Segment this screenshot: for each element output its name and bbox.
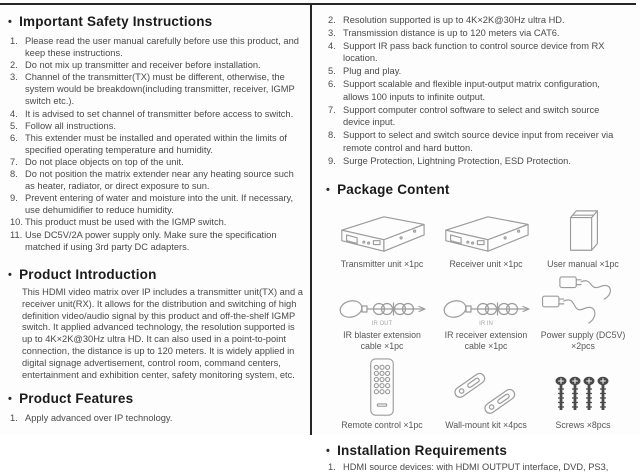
cable-end-label: IR IN [479,321,493,328]
item-text: Support scalable and flexible input-output matrix configuration, allows 100 inputs to infinite output. [343,78,600,102]
item-number: 7. [328,104,336,115]
list-item [8,156,300,168]
item-number: 11. [10,229,23,240]
list-item [326,129,622,155]
installation-list [326,461,622,473]
bullet-icon: • [326,444,331,457]
left-column [8,14,304,424]
package-item [438,202,534,270]
user-manual-icon [563,208,603,256]
item-text: This product must be used with the IGMP switch. [25,217,227,228]
package-item [438,351,534,431]
item-text: Resolution supported is up to 4K×2K@30Hz ultra HD. [343,15,565,25]
item-number: 5. [10,120,18,131]
bullet-icon: • [8,392,13,405]
item-text: Channel of the transmitter(TX) must be different, otherwise, the system would be breakdown(including transmitter, receiver, IGMP switch etc.). [25,72,295,107]
screw-glyph [556,377,567,410]
item-text: Plug and play. [343,66,402,77]
package-item-label: Power supply (DC5V) ×2pcs [540,330,626,351]
item-number: 7. [10,156,18,167]
list-item [8,192,300,216]
item-text: Apply advanced over IP technology. [25,412,173,423]
list-item [326,78,622,104]
item-text: Support to select and switch source device input from receiver via remote control and hard button. [343,130,614,153]
remote-control-icon [366,357,398,417]
item-text: Support IR pass back function to control source device from RX location. [343,40,605,64]
ir-blaster-cable-icon [334,295,430,323]
item-number: 9. [10,193,18,204]
power-supply-icon [540,275,626,327]
item-number: 4. [328,40,336,51]
package-item-label: IR receiver extension cable ×1pc [444,330,528,351]
list-item [8,120,300,132]
list-item [8,412,300,424]
bullet-icon: • [326,183,331,196]
screws-icon [553,375,613,417]
features-continued-list [326,14,622,168]
item-number: 6. [328,78,336,89]
item-text: Follow all instructions. [25,120,116,131]
package-item [438,269,534,351]
item-text: Do not place objects on top of the unit. [25,156,184,167]
section-title-text: Package Content [337,181,450,197]
section-title-text: Product Introduction [19,266,157,282]
item-number: 4. [10,108,18,119]
section-title-text: Product Features [19,390,134,406]
section-title-features [8,391,304,407]
section-title-introduction [8,267,304,283]
item-number: 6. [10,132,18,143]
package-item-label: Receiver unit ×1pc [449,258,523,269]
list-item [8,59,300,71]
bullet-icon: • [8,16,13,28]
package-item [534,202,632,270]
section-title-safety [8,14,304,30]
item-number: 1. [10,36,18,46]
list-item [8,35,300,59]
package-item [326,269,438,351]
list-item [8,216,300,228]
package-item-label: User manual ×1pc [547,258,619,269]
item-number: 2. [328,15,336,25]
list-item [8,108,300,120]
features-list [8,412,300,424]
package-item [326,351,438,431]
package-item-label: IR blaster extension cable ×1pc [343,330,421,351]
list-item [326,65,622,78]
item-number: 8. [10,169,18,180]
package-item [326,202,438,270]
list-item [8,168,300,192]
item-text: Transmission distance is up to 120 meters via CAT6. [343,27,560,38]
cable-end-label: IR OUT [371,321,393,328]
package-item-label: Transmitter unit ×1pc [340,258,424,269]
bullet-icon: • [8,268,13,281]
item-text: Use DC5V/2A power supply only. Make sure the specification matched if using 3rd party DC adapters. [25,229,277,252]
item-number: 3. [10,72,18,83]
package-item-label: Remote control ×1pc [341,420,423,431]
item-text: HDMI source devices: with HDMI OUTPUT interface, DVD, PS3, [343,461,609,472]
right-column [326,12,634,473]
item-number: 2. [10,60,18,71]
list-item [326,27,622,40]
item-text: Do not mix up transmitter and receiver before installation. [25,60,261,71]
package-item-label: Wall-mount kit ×4pcs [445,420,527,431]
item-number: 1. [10,412,18,423]
transmitter-unit-icon [332,212,432,256]
list-item [326,40,622,66]
section-title-text: Important Safety Instructions [19,14,213,29]
safety-list [8,35,300,253]
list-item [8,71,300,107]
package-item [534,269,632,351]
list-item [8,229,300,253]
item-text: This extender must be installed and operated within the limits of specified operating temperature and humidity. [25,132,288,155]
top-rule [0,3,636,5]
item-number: 9. [328,155,336,166]
ir-receiver-cable-icon [438,295,534,323]
item-number: 3. [328,27,336,38]
column-divider [310,3,312,435]
package-item [534,351,632,431]
item-number: 10. [10,217,23,228]
list-item [8,132,300,156]
receiver-unit-icon [436,212,536,256]
item-number: 5. [328,66,336,77]
list-item [326,104,622,130]
item-text: Please read the user manual carefully before use this product, and keep these instructions. [25,36,299,59]
item-text: Prevent entering of water and moisture into the unit. If necessary, use dehumidifier to reduce humidity. [25,193,294,216]
section-title-installation [326,443,634,459]
section-title-package [326,182,634,198]
item-text: Surge Protection, Lightning Protection, ESD Protection. [343,155,571,166]
item-text: Do not position the matrix extender near any heating source such as heater, radiator, or direct exposure to sun. [25,169,294,192]
section-title-text: Installation Requirements [337,442,508,458]
package-item-label: Screws ×8pcs [555,420,611,431]
package-grid [326,202,634,431]
list-item [326,461,622,473]
item-text: Support computer control software to select and switch source device input. [343,104,600,128]
item-text: It is advised to set channel of transmitter before access to switch. [25,108,294,119]
list-item [326,155,622,168]
introduction-paragraph: This HDMI video matrix over IP includes a transmitter unit(TX) and a receiver unit(RX). It allows for the distribution and switching of high definition video/audio signal by this product and off-the-shelf IGMP switch. It applied advanced technology, the resolution supported is up to 4K×2K@30Hz ultra HD. It can also used in a point-to-point connection, the distance is up to 120 meters. It is widely applied in digital signage advertisement, control room, command centers, entertainment and exhibition center, safety monitoring system, etc. [22,286,303,381]
list-item [326,14,622,27]
wall-mount-kit-icon [447,365,525,417]
item-number: 8. [328,130,336,141]
item-number: 1. [328,461,336,472]
